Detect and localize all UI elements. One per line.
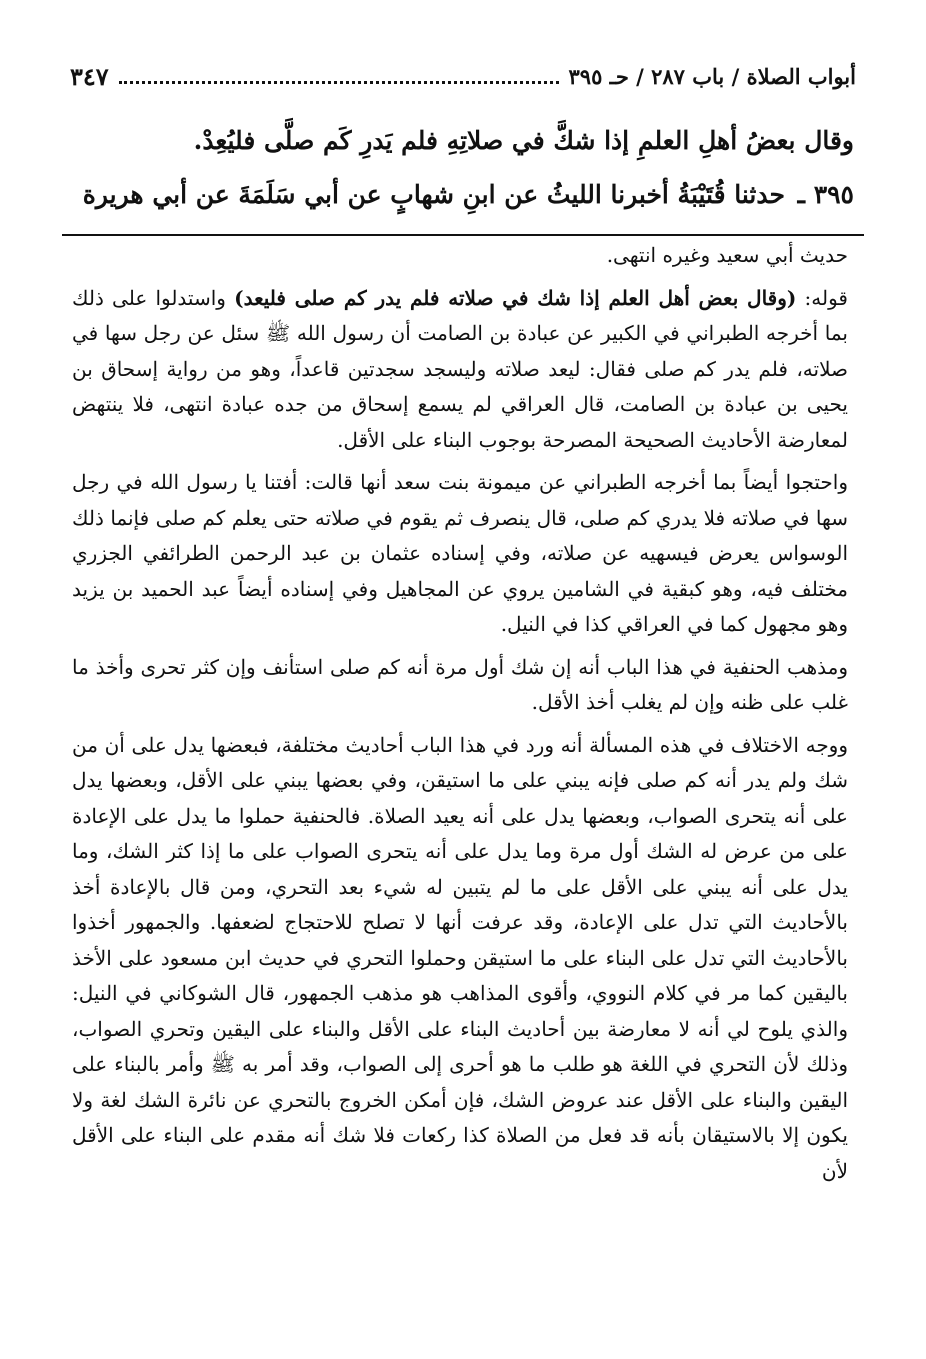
commentary-paragraph-3: واحتجوا أيضاً بما أخرجه الطبراني عن ميمونة بنت سعد أنها قالت: أفتنا يا رسول الله في رجل سها في صلاته فلا يدري كم صلى، قال ينصرف ثم يقوم في صلاته حتى يعلم كم صلى فإنما ذلك الوسواس يعرض فيسهيه عن صلاته، وفي إسناده عثمان بن عبد الرحمن الطرائفي الجزري مختلف فيه، وهو كبقية في الشامين يروي عن المجاهيل وفي إسناده أيضاً عبد الحميد بن يزيد وهو مجهول كما في العراقي كذا في النيل.: [72, 470, 849, 636]
hadith-chain-text: حدثنا قُتَيْبَةُ أخبرنا الليثُ عن ابنِ شهابٍ عن أبي سَلَمَةَ عن أبي هريرة: [82, 180, 785, 209]
hadith-number: ٣٩٥ ـ: [797, 180, 854, 209]
dotted-leader: [119, 69, 559, 84]
commentary-paragraph-1: حديث أبي سعيد وغيره انتهى.: [606, 243, 848, 267]
running-title: أبواب الصلاة / باب ٢٨٧ / حـ ٣٩٥: [568, 63, 856, 89]
page-number: ٣٤٧: [70, 61, 109, 91]
hadith-text-line: وقال بعضُ أهلِ العلمِ إذا شكَّ في صلاتِهِ فلم يَدرِ كَم صلَّى فليُعِدْ.: [193, 126, 854, 155]
page-header: [70, 58, 856, 94]
section-divider: [62, 234, 864, 236]
hadith-chain-line: [66, 180, 854, 209]
commentary-paragraph-2: [72, 281, 848, 459]
commentary-body: [72, 238, 848, 1189]
commentary-paragraph-5: ووجه الاختلاف في هذه المسألة أنه ورد في هذا الباب أحاديث مختلفة، فبعضها يدل على أن من شك ولم يدر أنه كم صلى فإنه يبني على ما استيقن، وفي بعضها يبني على الأقل، وبعضها يدل على أنه يتحرى الصواب، وبعضها يدل على أنه يعيد الصلاة. فالحنفية حملوا ما يدل على الإعادة على من عرض له الشك أول مرة وما يدل على أنه يتحرى الصواب على ما إذا كثر الشك، وما يدل على أنه يبني على الأقل على ما لم يتبين له شيء بعد التحري، ومن قال بالإعادة أخذ بالأحاديث التي تدل على الإعادة، وقد عرفت أنها لا تصلح للاحتجاج لضعفها. والجمهور أخذوا بالأحاديث التي تدل على البناء على ما استيقن وحملوا التحري في حديث ابن مسعود على الأخذ باليقين كما مر في كلام النووي، وأقوى المذاهب هو مذهب الجمهور، قال الشوكاني في النيل: والذي يلوح لي أنه لا معارضة بين أحاديث البناء على الأقل والبناء على اليقين وتحري الصواب، وذلك لأن التحري في اللغة هو طلب ما هو أحرى إلى الصواب، وقد أمر به ﷺ وأمر بالبناء على اليقين والبناء على الأقل عند عروض الشك، فإن أمكن الخروج بالتحري عن نائرة الشك لغة ولا يكون إلا بالاستيقان بأنه قد فعل من الصلاة كذا ركعات فلا شك أنه مقدم على البناء على الأقل لأن: [72, 732, 848, 1183]
quoted-text: (وقال بعض أهل العلم إذا شك في صلاته فلم يدر كم صلى فليعد): [234, 285, 797, 310]
quote-label: قوله:: [804, 285, 848, 310]
commentary-paragraph-4: ومذهب الحنفية في هذا الباب أنه إن شك أول مرة أنه كم صلى استأنف وإن كثر تحرى وأخذ ما غلب على ظنه وإن لم يغلب أخذ الأقل.: [72, 654, 849, 714]
commentary-text: واستدلوا على ذلك بما أخرجه الطبراني في الكبير عن عبادة بن الصامت أن رسول الله ﷺ سئل عن رجل سها في صلاته، فلم يدر كم صلى فقال: ليعد صلاته وليسجد سجدتين قاعداً، وهو من رواية إسحاق بن يحيى بن عبادة بن الصامت، قال العراقي لم يسمع إسحاق من جده عبادة انتهى، فلا ينتهض لمعارضة الأحاديث الصحيحة المصرحة بوجوب البناء على الأقل.: [72, 285, 848, 452]
